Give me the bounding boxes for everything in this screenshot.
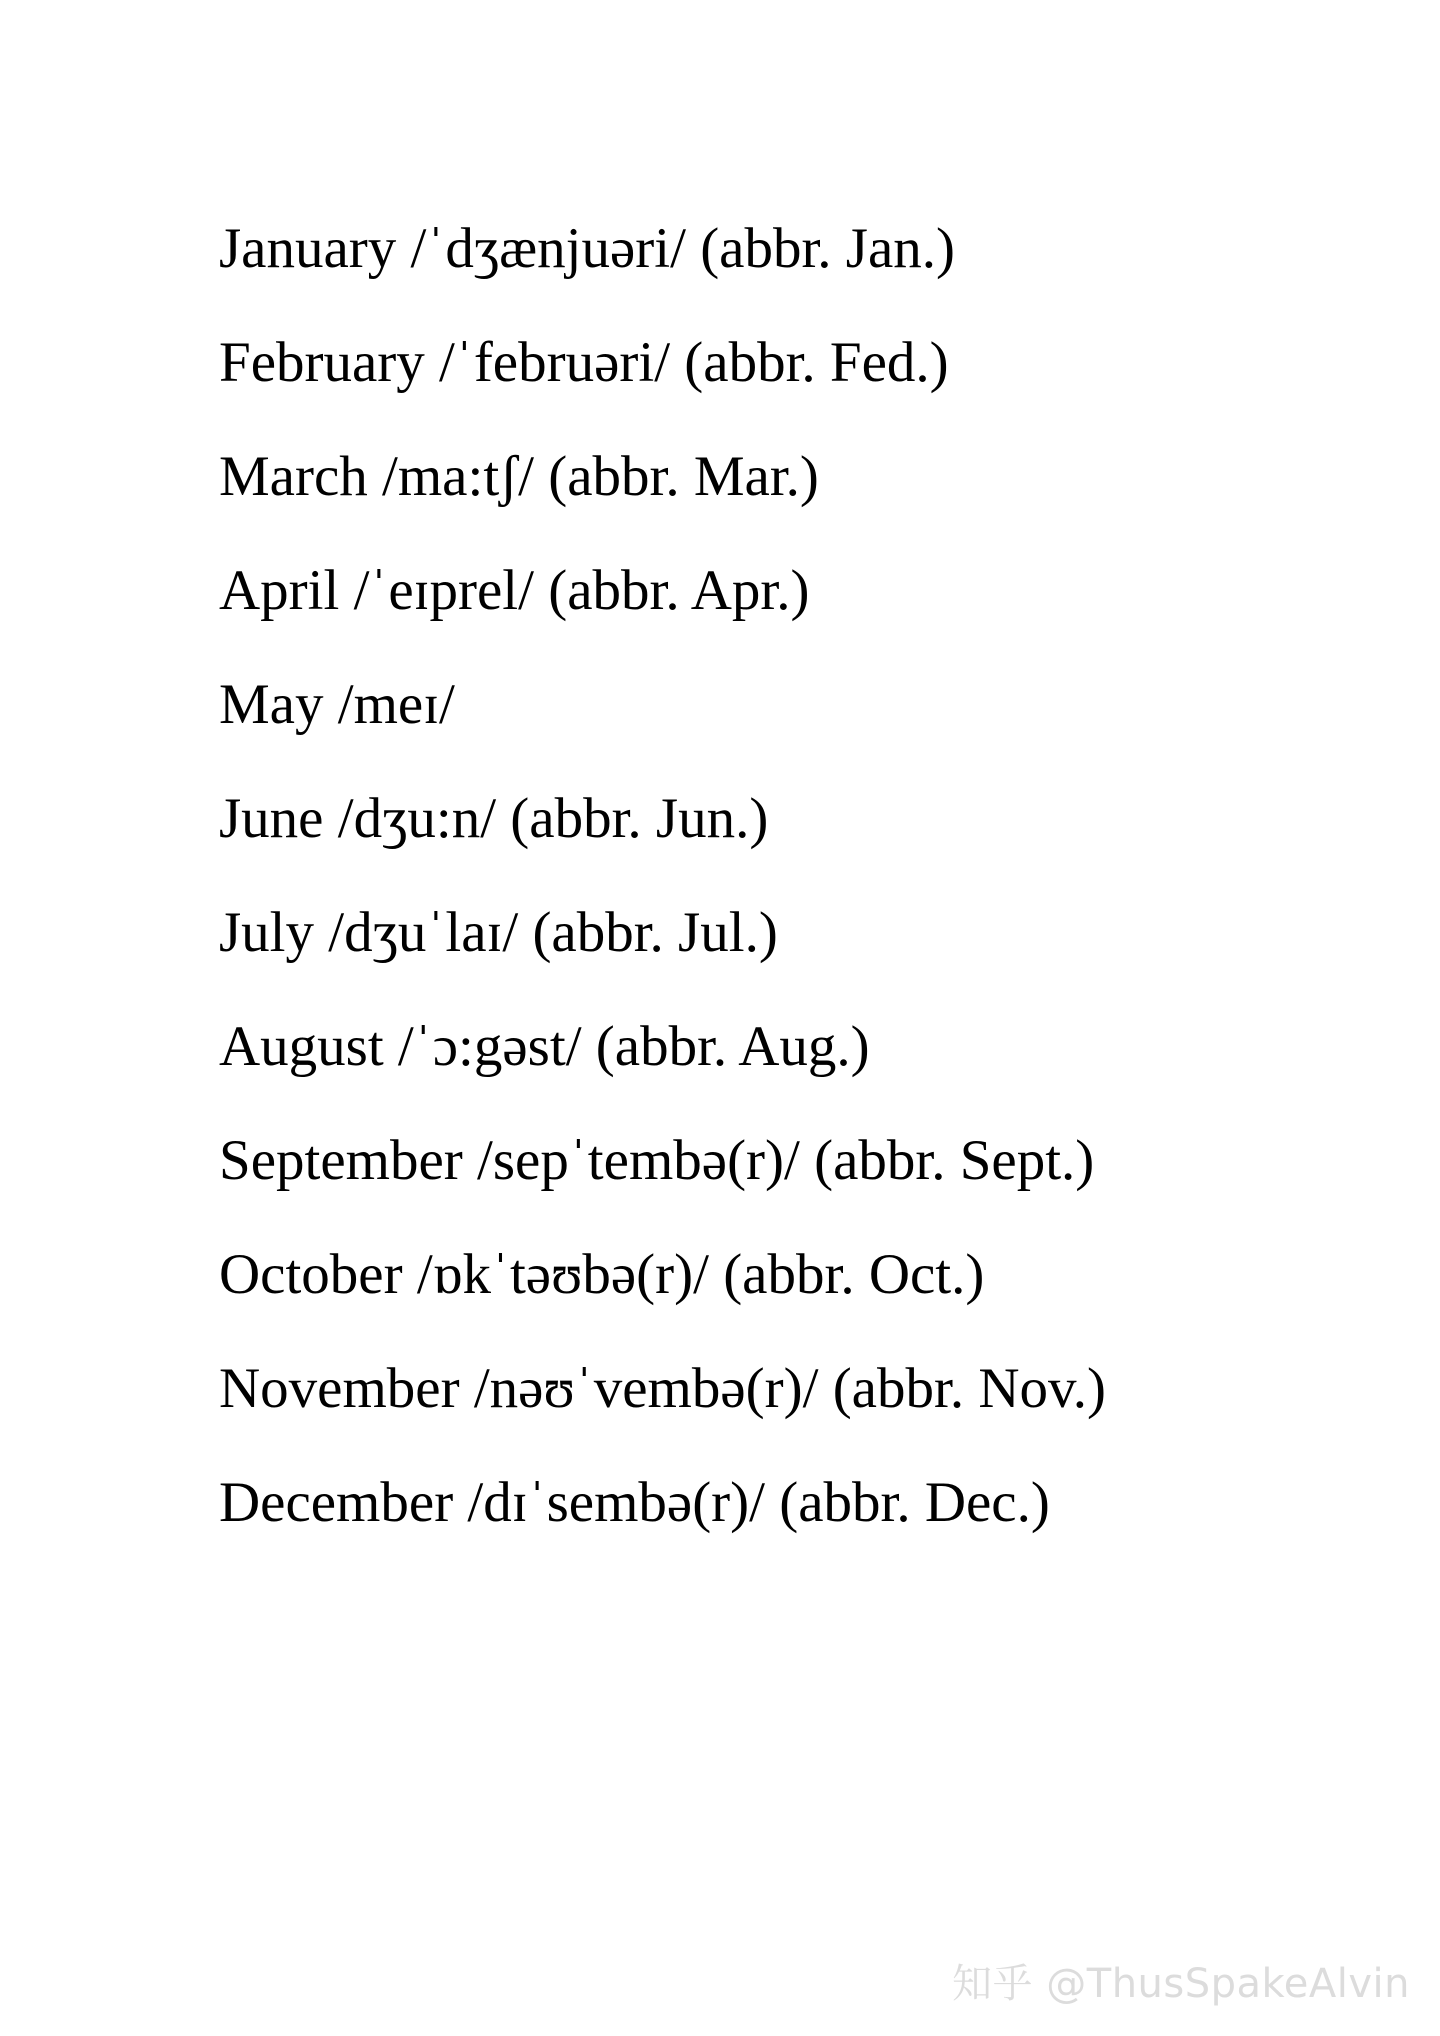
watermark: 知乎 @ThusSpakeAlvin (952, 1961, 1410, 2007)
month-line-march: March /ma:tʃ/ (abbr. Mar.) (219, 445, 819, 508)
month-line-january: January /ˈdʒænjuəri/ (abbr. Jan.) (219, 217, 956, 280)
month-list (219, 192, 1106, 1560)
month-line-may: May /meɪ/ (219, 673, 455, 736)
month-line-july: July /dʒuˈlaɪ/ (abbr. Jul.) (219, 901, 778, 964)
month-line-august: August /ˈɔ:gəst/ (abbr. Aug.) (219, 1015, 870, 1078)
month-line-june: June /dʒu:n/ (abbr. Jun.) (219, 787, 769, 850)
month-line-february: February /ˈfebruəri/ (abbr. Fed.) (219, 331, 949, 394)
month-line-april: April /ˈeɪprel/ (abbr. Apr.) (219, 559, 810, 622)
month-line-november: November /nəʊˈvembə(r)/ (abbr. Nov.) (219, 1357, 1107, 1420)
month-line-september: September /sepˈtembə(r)/ (abbr. Sept.) (219, 1129, 1095, 1192)
month-line-october: October /ɒkˈtəʊbə(r)/ (abbr. Oct.) (219, 1243, 985, 1306)
month-line-december: December /dɪˈsembə(r)/ (abbr. Dec.) (219, 1471, 1050, 1534)
